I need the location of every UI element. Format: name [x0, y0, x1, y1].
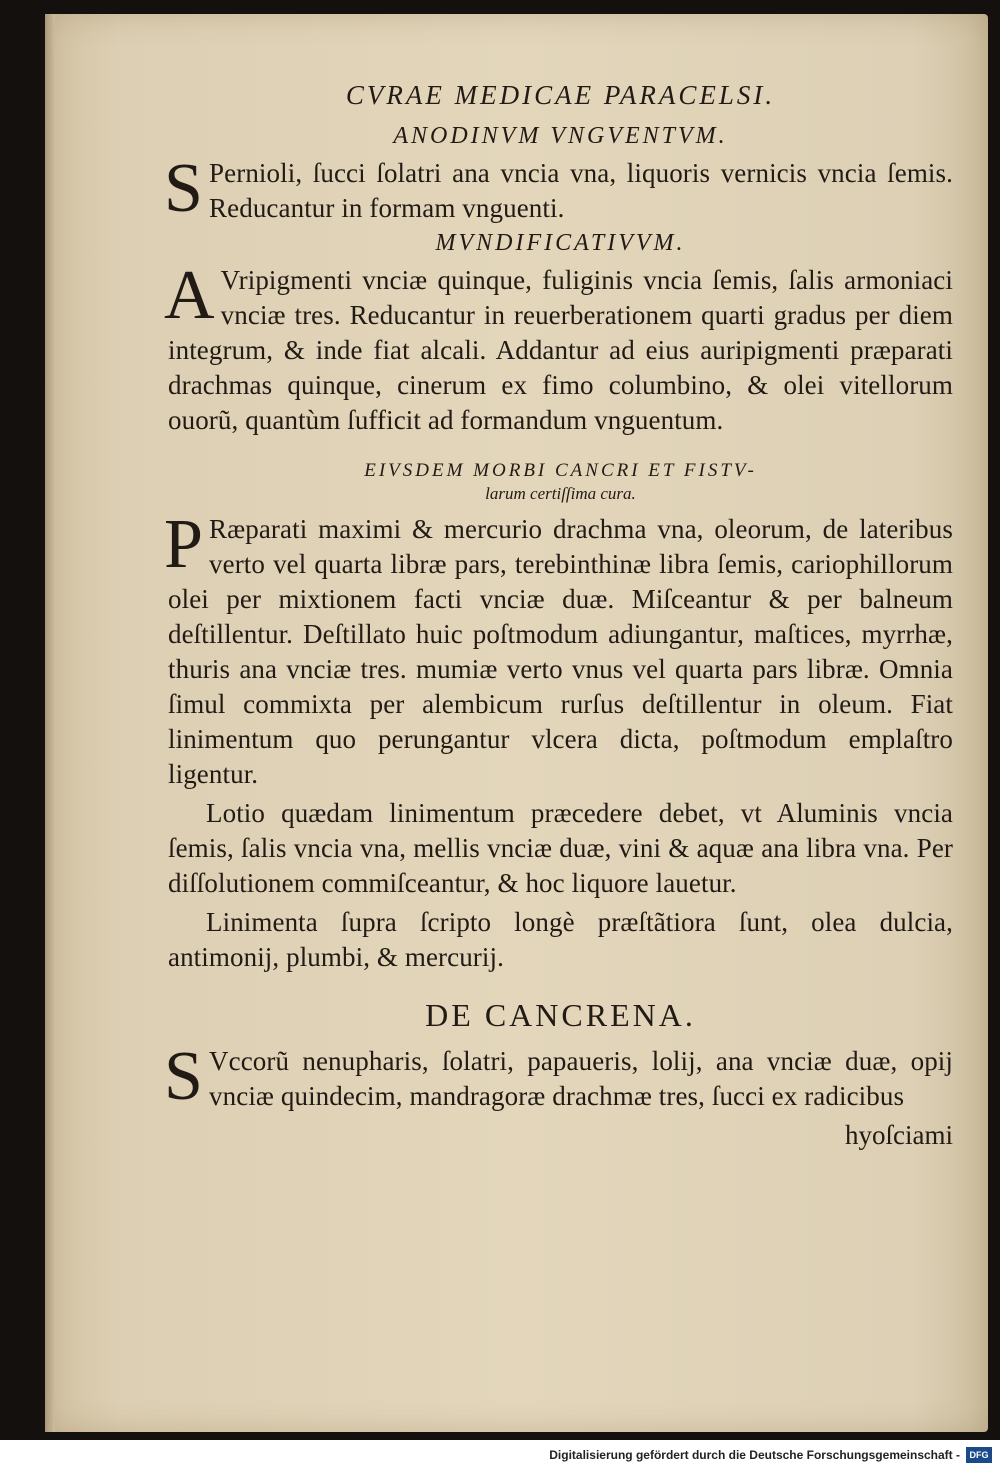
paragraph-text: Ræparati maximi & mercurio drachma vna, oleorum, de lateribus verto vel quarta libræ pars, terebinthinæ libra ſemis, cariophillorum olei per mixtionem facti vnciæ duæ. Miſceantur & per balneum deſtillentur. Deſtillato huic poſtmodum adiungantur, maſtices, myrrhæ, thuris ana vnciæ tres. mumiæ verto vnus vel quarta pars libræ. Omnia ſimul commixta per alembicum rurſus deſtillentur in oleum. Fiat linimentum quo perungantur vlcera dicta, poſtmodum emplaſtro ligentur.	[168, 514, 953, 789]
section-heading-anodinum: ANODINVM VNGVENTVM.	[393, 123, 728, 149]
section-heading-cancri: EIVSDEM MORBI CANCRI ET FISTV-	[364, 460, 757, 481]
running-head: CVRAE MEDICAE PARACELSI.	[345, 80, 776, 110]
paragraph-linimenta: Linimenta ſupra ſcripto longè præſtãtiora ſunt, olea dulcia, antimonij, plumbi, & mercurij.	[168, 907, 953, 972]
paragraph-anodinum	[164, 150, 953, 227]
page-gutter-edge	[45, 14, 55, 1432]
dropcap: S	[164, 150, 204, 227]
page-text-block	[164, 80, 953, 1153]
catchword: hyoſciami	[845, 1120, 953, 1150]
footer-credit-text: Digitalisierung gefördert durch die Deutsche Forschungsgemeinschaft -	[549, 1448, 960, 1462]
section-heading-cancrena: DE CANCRENA.	[425, 997, 696, 1033]
paragraph-cancri	[164, 506, 953, 792]
paragraph-lotio: Lotio quædam linimentum præcedere debet, vt Aluminis vncia ſemis, ſalis vncia vna, mellis vnciæ duæ, vini & aquæ ana libra vna. Per diſſolutionem commiſceantur, & hoc liquore lauetur.	[168, 798, 953, 898]
paragraph-mundificativum	[164, 257, 953, 438]
dfg-logo: DFG	[966, 1447, 992, 1463]
dropcap: S	[164, 1038, 204, 1115]
paragraph-text: Vripigmenti vnciæ quinque, fuliginis vncia ſemis, ſalis armoniaci vnciæ tres. Reducantur in reuerberationem quarti gradus per diem integrum, & inde fiat alcali. Addantur ad eius auripigmenti præparati drachmas quinque, cinerum ex fimo columbino, & olei vitellorum ouorũ, quantùm ſufficit ad formandum vnguentum.	[168, 265, 953, 435]
section-heading-mundificativum: MVNDIFICATIVVM.	[435, 230, 686, 256]
paragraph-cancrena	[164, 1038, 953, 1115]
paragraph-text: Pernioli, ſucci ſolatri ana vncia vna, liquoris vernicis vncia ſemis. Reducantur in formam vnguenti.	[209, 158, 953, 223]
dropcap: P	[164, 506, 204, 583]
section-subheading-cancri: larum certiſſima cura.	[485, 484, 636, 503]
paragraph-text: Vccorũ nenupharis, ſolatri, papaueris, lolij, ana vnciæ duæ, opij vnciæ quindecim, mandragoræ drachmæ tres, ſucci ex radicibus	[209, 1046, 953, 1111]
dropcap: A	[164, 257, 215, 334]
digitization-footer	[0, 1440, 1000, 1470]
